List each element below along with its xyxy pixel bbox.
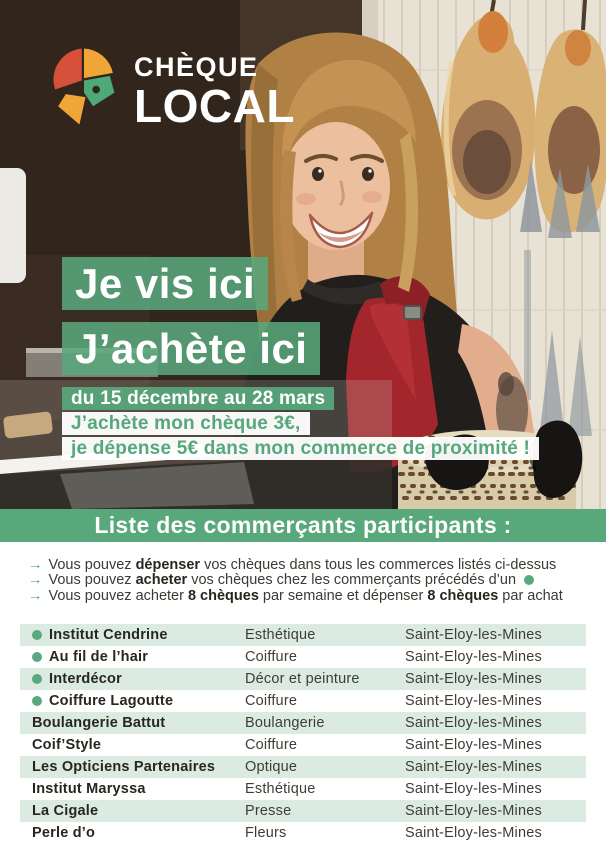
merchant-row: [20, 734, 586, 756]
merchant-name: Coiffure Lagoutte: [20, 693, 245, 709]
seller-dot-icon: [524, 575, 534, 585]
merchant-category: Fleurs: [245, 825, 287, 841]
participants-banner: Liste des commerçants participants :: [0, 509, 606, 542]
merchant-name: Au fil de l’hair: [20, 649, 245, 665]
merchant-name: Interdécor: [20, 671, 245, 687]
slogan-line-2: J’achète ici: [62, 322, 320, 375]
merchant-category: Coiffure: [245, 693, 298, 709]
merchant-name: Institut Cendrine: [20, 627, 245, 643]
arrow-right-icon: →: [28, 572, 43, 589]
logo-word-cheque: CHÈQUE: [134, 52, 259, 82]
instruction-item: → Vous pouvez dépenser vos chèques dans tous les commerces listés ci-dessus: [28, 557, 557, 573]
merchant-name: La Cigale: [32, 803, 99, 819]
seller-dot-icon: [32, 696, 42, 706]
merchant-name: Boulangerie Battut: [32, 715, 166, 731]
merchant-city: Saint-Eloy-les-Mines: [405, 715, 542, 731]
merchant-city: Saint-Eloy-les-Mines: [405, 671, 542, 687]
merchant-category: Coiffure: [245, 649, 298, 665]
arrow-right-icon: →: [28, 587, 43, 604]
spend-value-strip: je dépense 5€ dans mon commerce de proximité !: [62, 437, 539, 460]
slogan-line-1: Je vis ici: [62, 257, 268, 310]
seller-dot-icon: [32, 630, 42, 640]
merchant-category: Décor et peinture: [245, 671, 360, 687]
dates-strip: du 15 décembre au 28 mars: [62, 387, 334, 410]
seller-dot-icon: [32, 674, 42, 684]
merchant-row: [20, 646, 586, 668]
merchant-row: [20, 822, 586, 844]
merchant-city: Saint-Eloy-les-Mines: [405, 781, 542, 797]
merchant-name: Perle d’o: [32, 825, 96, 841]
merchant-row: [20, 690, 586, 712]
seller-dot-icon: [32, 652, 42, 662]
merchant-category: Esthétique: [245, 781, 316, 797]
merchant-city: Saint-Eloy-les-Mines: [405, 803, 542, 819]
instructions-list: [28, 558, 590, 604]
instruction-item: → Vous pouvez acheter vos chèques chez les commerçants précédés d’un: [28, 573, 590, 588]
merchant-category: Coiffure: [245, 737, 298, 753]
hero-slogans: [62, 257, 539, 462]
merchant-row: [20, 624, 586, 646]
merchant-city: Saint-Eloy-les-Mines: [405, 737, 542, 753]
merchant-city: Saint-Eloy-les-Mines: [405, 759, 542, 775]
merchant-row: [20, 756, 586, 778]
merchant-category: Boulangerie: [245, 715, 325, 731]
merchant-category: Esthétique: [245, 627, 316, 643]
arrow-right-icon: →: [28, 557, 43, 573]
merchants-table: [20, 624, 586, 844]
merchant-city: Saint-Eloy-les-Mines: [405, 627, 542, 643]
buy-price-strip: J’achète mon chèque 3€,: [62, 412, 310, 435]
cheque-local-logo: [46, 42, 295, 132]
instruction-item: → Vous pouvez acheter 8 chèques par semaine et dépenser 8 chèques par achat: [28, 587, 563, 604]
merchant-row: [20, 668, 586, 690]
merchant-city: Saint-Eloy-les-Mines: [405, 825, 542, 841]
merchant-city: Saint-Eloy-les-Mines: [405, 649, 542, 665]
merchant-city: Saint-Eloy-les-Mines: [405, 693, 542, 709]
merchant-category: Presse: [245, 803, 292, 819]
logo-word-local: LOCAL: [134, 80, 295, 132]
merchant-row: [20, 712, 586, 734]
map-pin-logo-icon: [46, 42, 122, 128]
merchant-name: Les Opticiens Partenaires: [32, 759, 216, 775]
merchant-category: Optique: [245, 759, 298, 775]
merchant-row: [20, 778, 586, 800]
merchant-row: [20, 800, 586, 822]
merchant-name: Institut Maryssa: [32, 781, 146, 797]
merchant-name: Coif’Style: [32, 737, 102, 753]
